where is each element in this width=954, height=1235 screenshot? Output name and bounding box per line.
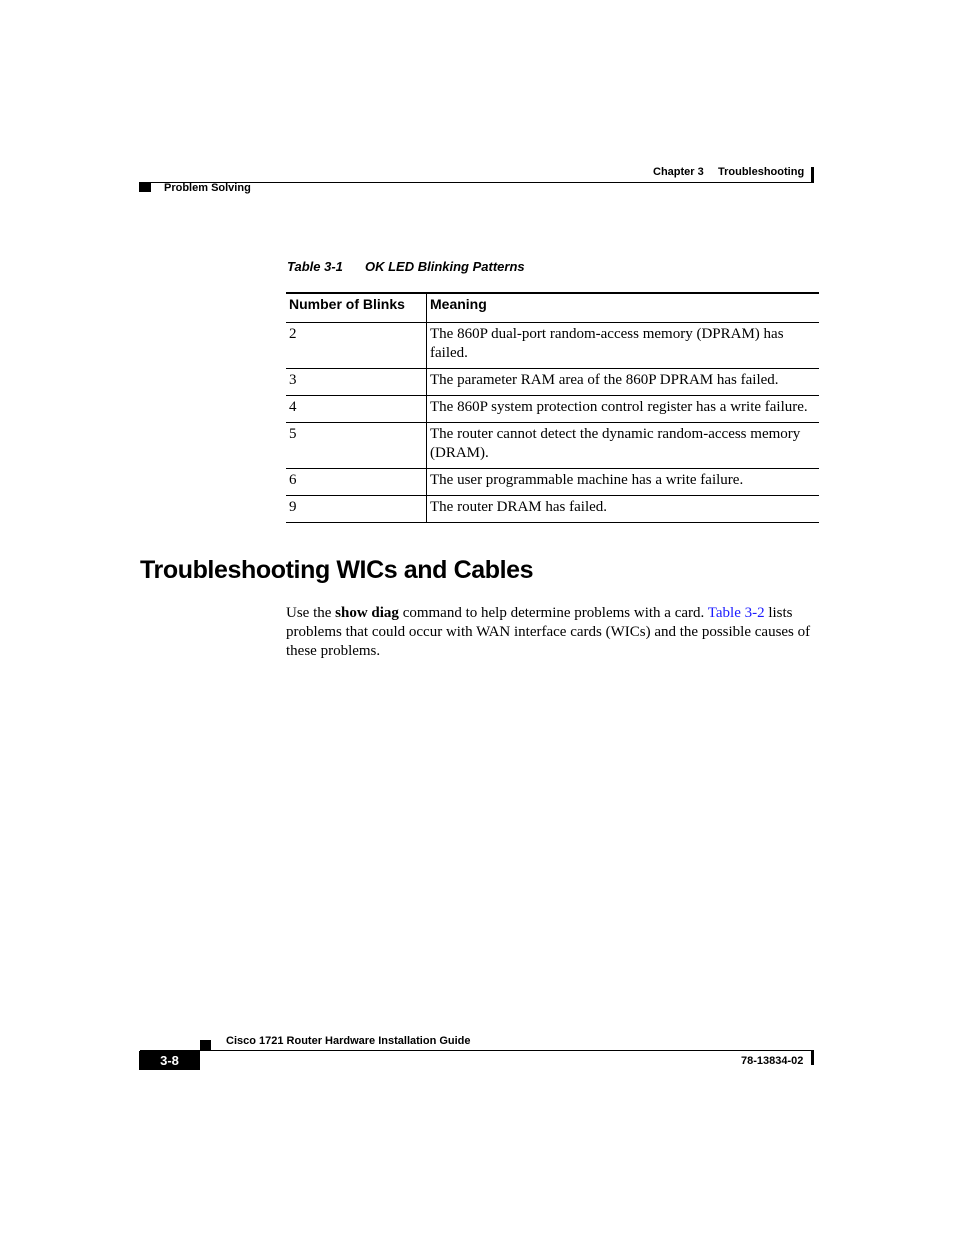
footer-doc-number: 78-13834-02 — [741, 1055, 804, 1067]
meaning-cell: The 860P system protection control register has a write failure. — [427, 396, 820, 423]
para-text-mid: command to help determine problems with a card. — [398, 605, 708, 621]
table-row — [286, 469, 819, 496]
table-row — [286, 323, 819, 369]
meaning-cell: The user programmable machine has a write failure. — [427, 469, 820, 496]
meaning-cell: The router DRAM has failed. — [427, 496, 820, 523]
table-caption — [287, 259, 525, 274]
blink-count-cell: 3 — [286, 369, 427, 396]
footer-square-marker — [200, 1040, 211, 1050]
para-text-start: Use the — [286, 605, 336, 621]
table-row — [286, 496, 819, 523]
meaning-cell: The 860P dual-port random-access memory (DPRAM) has failed. — [427, 323, 820, 369]
footer-guide-title: Cisco 1721 Router Hardware Installation Guide — [226, 1035, 471, 1047]
body-paragraph — [286, 604, 826, 661]
header-section-label: Problem Solving — [164, 182, 251, 194]
table-row — [286, 423, 819, 469]
header-chapter-label: Chapter 3 — [653, 166, 704, 178]
header-bar-marker — [811, 167, 814, 183]
section-heading: Troubleshooting WICs and Cables — [140, 556, 534, 584]
blink-count-cell: 6 — [286, 469, 427, 496]
blink-count-cell: 2 — [286, 323, 427, 369]
header-square-marker — [139, 182, 151, 192]
show-diag-command: show diag — [335, 605, 399, 621]
header-chapter-title: Troubleshooting — [718, 166, 805, 178]
column-header-blinks: Number of Blinks — [286, 293, 427, 323]
meaning-cell: The router cannot detect the dynamic random-access memory (DRAM). — [427, 423, 820, 469]
table-caption-number: Table 3-1 — [287, 259, 343, 274]
blink-count-cell: 5 — [286, 423, 427, 469]
table-3-2-link[interactable]: Table 3-2 — [707, 605, 765, 621]
blink-count-cell: 9 — [286, 496, 427, 523]
footer-page-number: 3-8 — [139, 1051, 200, 1070]
para-text-end: lists problems that could occur with WAN interface cards (WICs) and the possible causes of these problems. — [286, 605, 811, 659]
meaning-cell: The parameter RAM area of the 860P DPRAM has failed. — [427, 369, 820, 396]
blink-count-cell: 4 — [286, 396, 427, 423]
footer-rule — [140, 1050, 814, 1051]
table-row — [286, 369, 819, 396]
footer-bar-marker — [811, 1051, 814, 1065]
table-header-row — [286, 293, 819, 323]
column-header-meaning: Meaning — [427, 293, 820, 323]
table-row — [286, 396, 819, 423]
ok-led-blink-table — [286, 292, 819, 523]
table-caption-title: OK LED Blinking Patterns — [365, 259, 525, 274]
